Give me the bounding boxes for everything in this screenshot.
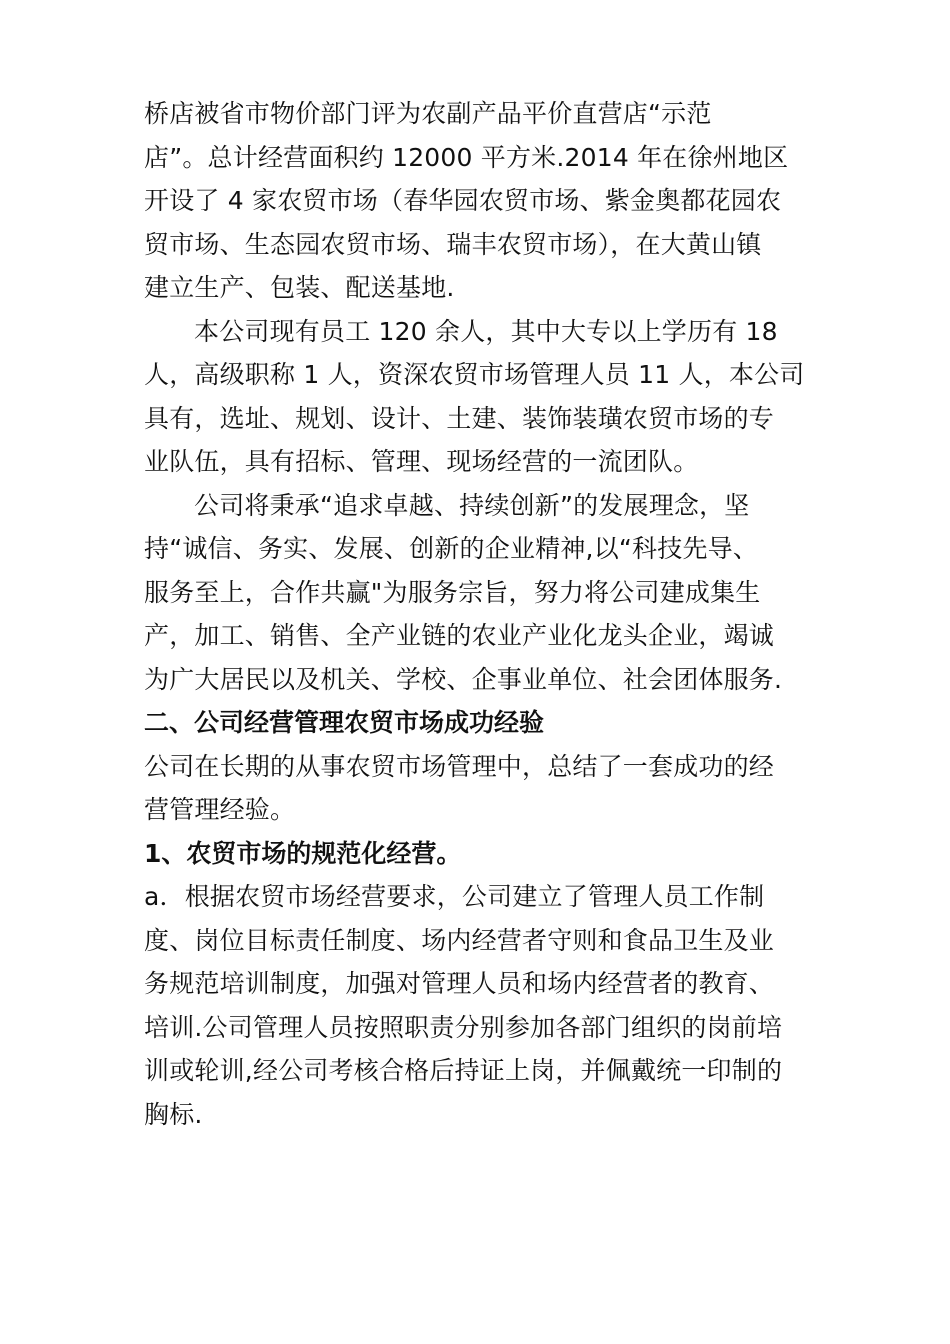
intro-paragraph: [144, 92, 806, 310]
text-line: 务规范培训制度，加强对管理人员和场内经营者的教育、: [144, 969, 775, 998]
text-line: 产，加工、销售、全产业链的农业产业化龙头企业，竭诚: [144, 621, 775, 650]
section-two-heading: [144, 701, 806, 745]
text-line: 开设了 4 家农贸市场（春华园农贸市场、紫金奥都花园农: [144, 186, 782, 215]
text-line: 公司在长期的从事农贸市场管理中，总结了一套成功的经: [144, 751, 775, 781]
subsection-one-heading: [144, 832, 806, 876]
text-line: 业队伍，具有招标、管理、现场经营的一流团队。: [144, 447, 699, 476]
text-line: 营管理经验。: [144, 795, 296, 824]
text-line: 为广大居民以及机关、学校、企事业单位、社会团体服务.: [144, 664, 783, 694]
text-line: 建立生产、包装、配送基地.: [144, 273, 455, 302]
text-line: 人，高级职称 1 人，资深农贸市场管理人员 11 人，本公司: [144, 360, 805, 389]
text-line: 培训.公司管理人员按照职责分别参加各部门组织的岗前培: [144, 1012, 783, 1042]
document-page: [144, 92, 806, 1136]
text-line: 度、岗位目标责任制度、场内经营者守则和食品卫生及业: [144, 925, 775, 955]
text-line: 持“诚信、务实、发展、创新的企业精神,以“科技先导、: [144, 534, 759, 563]
mission-paragraph: [144, 484, 806, 702]
text-line: 具有，选址、规划、设计、土建、装饰装璜农贸市场的专: [144, 403, 775, 433]
text-line: 服务至上，合作共赢"为服务宗旨，努力将公司建成集生: [144, 577, 761, 607]
text-line: 贸市场、生态园农贸市场、瑞丰农贸市场），在大黄山镇: [144, 229, 762, 259]
text-line: 训或轮训,经公司考核合格后持证上岗，并佩戴统一印制的: [144, 1056, 783, 1085]
heading-text: 二、公司经营管理农贸市场成功经验: [144, 708, 545, 737]
heading-text: 1、农贸市场的规范化经营。: [144, 838, 462, 868]
text-line: a．根据农贸市场经营要求，公司建立了管理人员工作制: [144, 882, 765, 911]
text-line: 店”。总计经营面积约 12000 平方米.2014 年在徐州地区: [144, 142, 789, 172]
staff-paragraph: [144, 310, 806, 484]
section-two-intro: [144, 745, 806, 832]
text-line: 公司将秉承“追求卓越、持续创新”的发展理念，坚: [194, 490, 750, 520]
text-line: 桥店被省市物价部门评为农副产品平价直营店“示范: [144, 99, 712, 128]
item-a-paragraph: [144, 875, 806, 1136]
text-line: 胸标.: [144, 1099, 203, 1129]
text-line: 本公司现有员工 120 余人，其中大专以上学历有 18: [194, 316, 778, 346]
